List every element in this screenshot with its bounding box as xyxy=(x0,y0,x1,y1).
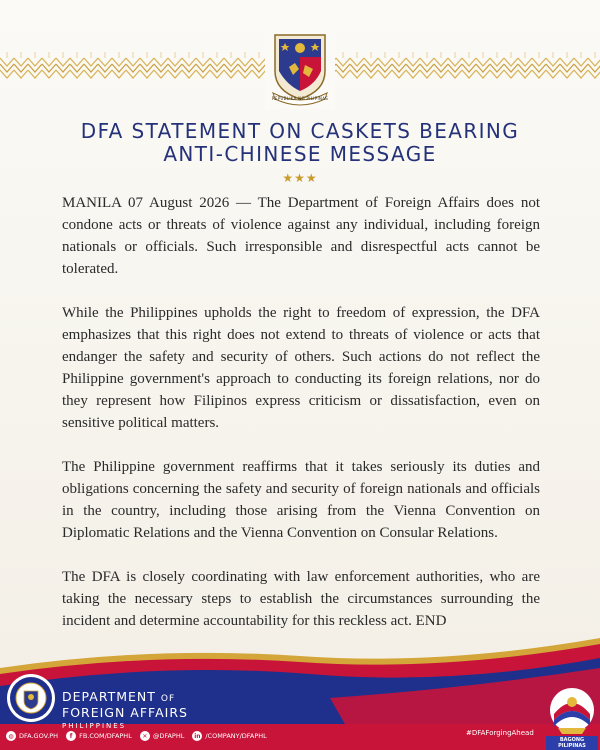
social-link-website[interactable] xyxy=(6,731,58,741)
dept-of: OF xyxy=(160,694,176,704)
linkedin-icon: in xyxy=(194,732,201,740)
social-link-linkedin[interactable] xyxy=(192,731,266,741)
paragraph-4: The DFA is closely coordinating with law enforcement authorities, who are taking the necessary steps to establish the circumstances surrounding the incident and determine accountability for this reckless act. END xyxy=(62,569,540,629)
dfa-logo-icon xyxy=(6,673,56,723)
paragraph-2: While the Philippines upholds the right to freedom of expression, the DFA emphasizes that this right does not extend to threats of violence or acts that endanger the safety and security of others. Such actions do not reflect the Philippine government's approach to conducting its foreign relations, nor do they represent how Filipinos express criticism or dissatisfaction, even on sensitive political matters. xyxy=(62,305,540,431)
social-label: DFA.GOV.PH xyxy=(19,732,59,740)
dept-line-1: DEPARTMENT xyxy=(62,689,156,704)
social-link-twitter[interactable] xyxy=(140,731,185,741)
bagong-pilipinas-label: BAGONG PILIPINAS xyxy=(546,736,598,750)
paragraph-3: The Philippine government reaffirms that it takes seriously its duties and obligations concerning the safety and security of foreign nationals and officials in the country, including those arising from the Vienna Convention on Diplomatic Relations and the Vienna Convention on Consular Relations. xyxy=(62,459,540,541)
seal-ribbon-text: REPUBLIKA NG PILIPINAS xyxy=(271,96,329,101)
facebook-icon: f xyxy=(66,731,76,741)
star-ornament: ★★★ xyxy=(282,171,318,185)
social-link-facebook[interactable] xyxy=(66,731,132,741)
department-name xyxy=(62,690,188,731)
social-links xyxy=(6,728,267,744)
globe-icon: ◍ xyxy=(6,731,16,741)
statement-body xyxy=(62,192,540,654)
title-line-1: DFA STATEMENT ON CASKETS BEARING xyxy=(80,119,520,143)
social-label: /COMPANY/DFAPHL xyxy=(205,732,267,740)
social-label: FB.COM/DFAPHL xyxy=(79,732,132,740)
title-line-2: ANTI-CHINESE MESSAGE xyxy=(163,142,437,166)
twitter-icon: ✕ xyxy=(140,731,150,741)
dept-line-3: PHILIPPINES xyxy=(62,722,127,730)
bagong-pilipinas-logo-icon xyxy=(548,686,596,738)
hashtag: #DFAForgingAhead xyxy=(466,729,534,737)
social-label: @DFAPHL xyxy=(152,732,185,740)
dept-line-2: FOREIGN AFFAIRS xyxy=(62,705,188,720)
paragraph-1: MANILA 07 August 2026 — The Department of Foreign Affairs does not condone acts or threats of violence against any individual, including foreign nationals or officials. Such irresponsible and disrespectful acts cannot be tolerated. xyxy=(62,195,540,277)
page-title xyxy=(0,120,600,166)
